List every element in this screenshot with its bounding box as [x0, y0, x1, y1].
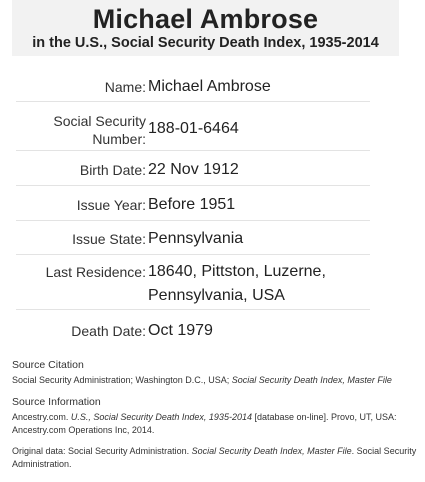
field-row-issue-year	[16, 186, 370, 221]
citation-italic: Social Security Death Index, Master File	[231, 375, 392, 385]
page-title: Michael Ambrose	[92, 4, 319, 34]
field-value: Michael Ambrose	[148, 78, 271, 95]
source-citation-heading: Source Citation	[12, 359, 84, 371]
original-data-text-line2: Administration.	[12, 459, 72, 469]
field-value: 188-01-6464	[148, 120, 239, 137]
field-label: Number:	[92, 131, 146, 147]
info-part: Ancestry.com.	[12, 412, 71, 422]
original-part: . Social Security	[351, 446, 417, 456]
source-citation-text	[12, 374, 417, 387]
info-italic: U.S., Social Security Death Index, 1935-2014	[70, 412, 252, 422]
field-value: Pennsylvania, USA	[148, 287, 285, 304]
field-value: 18640, Pittston, Luzerne,	[148, 263, 326, 280]
field-label: Last Residence:	[45, 264, 146, 280]
original-part: Original data: Social Security Administration.	[12, 446, 192, 456]
field-row-last-residence	[16, 255, 370, 310]
field-label: Death Date:	[71, 323, 146, 339]
source-information-text-line2: Ancestry.com Operations Inc, 2014.	[12, 425, 155, 435]
field-value: Pennsylvania	[148, 230, 244, 247]
record-header	[12, 0, 399, 56]
info-part: [database on-line]. Provo, UT, USA:	[251, 412, 397, 422]
field-value: Before 1951	[148, 196, 236, 213]
field-row-birth-date	[16, 151, 370, 186]
citation-plain: Social Security Administration; Washington D.C., USA;	[12, 375, 232, 385]
field-value: 22 Nov 1912	[148, 161, 239, 178]
field-row-ssn	[16, 102, 370, 151]
field-label: Issue State:	[72, 231, 146, 247]
source-information-text	[12, 411, 417, 424]
field-row-name	[16, 70, 370, 102]
field-label: Birth Date:	[79, 162, 146, 178]
field-value: Oct 1979	[148, 322, 213, 339]
collection-subtitle: in the U.S., Social Security Death Index, 1935-2014	[32, 35, 379, 51]
field-row-death-date	[16, 310, 370, 346]
field-row-issue-state	[16, 221, 370, 255]
original-data-text	[12, 445, 417, 458]
field-label: Social Security	[53, 113, 146, 129]
source-information-heading: Source Information	[12, 396, 101, 408]
field-label: Issue Year:	[76, 197, 146, 213]
field-label: Name:	[104, 79, 146, 95]
original-italic: Social Security Death Index, Master File	[191, 446, 352, 456]
